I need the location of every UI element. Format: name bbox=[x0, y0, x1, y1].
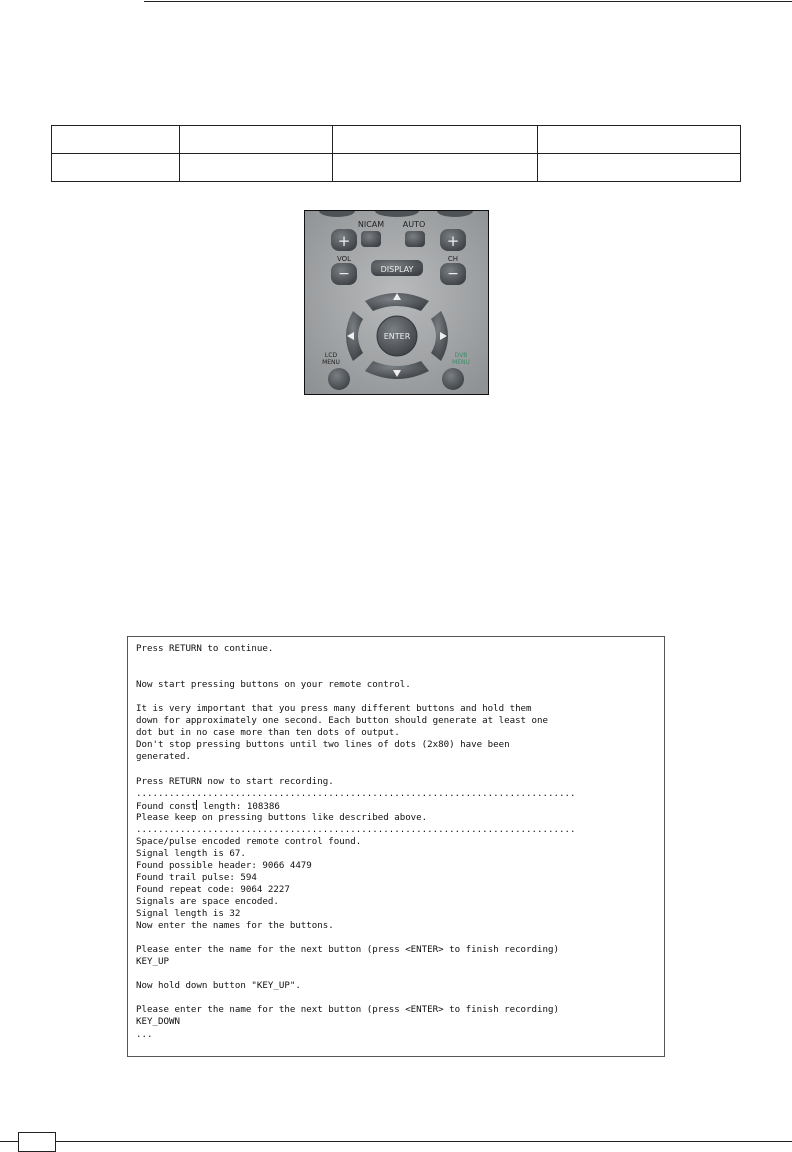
svg-text:ENTER: ENTER bbox=[383, 332, 411, 341]
table-cell bbox=[52, 154, 180, 182]
empty-table bbox=[51, 125, 741, 182]
header-rule bbox=[144, 1, 792, 2]
terminal-line bbox=[136, 968, 664, 980]
table-cell bbox=[180, 126, 333, 154]
terminal-line: Press RETURN to continue. bbox=[136, 644, 274, 654]
table-cell bbox=[333, 154, 538, 182]
dvb-menu-label: DVB bbox=[454, 352, 468, 359]
terminal-line bbox=[136, 667, 664, 679]
terminal-line: dot but in no case more than ten dots of output. bbox=[136, 728, 400, 739]
display-button[interactable] bbox=[371, 260, 423, 276]
svg-text:+: + bbox=[446, 232, 460, 250]
terminal-line: Signals are space encoded. bbox=[136, 896, 279, 907]
terminal-line: Found possible header: 9066 4479 bbox=[136, 860, 312, 871]
terminal-line-with-cursor bbox=[136, 800, 664, 812]
terminal-output-box bbox=[127, 636, 665, 1057]
vol-minus-button[interactable] bbox=[331, 263, 357, 285]
ch-label: CH bbox=[447, 255, 459, 263]
terminal-line: Now hold down button "KEY_UP". bbox=[136, 981, 301, 992]
terminal-line: KEY_DOWN bbox=[136, 1017, 180, 1028]
ch-minus-button[interactable] bbox=[440, 263, 466, 285]
footer-rule bbox=[0, 1141, 792, 1142]
found-const-prefix: Found const bbox=[136, 801, 197, 812]
terminal-line: Signal length is 32 bbox=[136, 909, 241, 920]
terminal-line: Now enter the names for the buttons. bbox=[136, 921, 334, 932]
vol-plus-button[interactable] bbox=[331, 229, 357, 251]
remote-control-photo bbox=[304, 210, 489, 395]
terminal-line bbox=[136, 992, 664, 1004]
terminal-line: Space/pulse encoded remote control found. bbox=[136, 836, 362, 847]
lcd-menu-label-2: MENU bbox=[322, 359, 340, 366]
table-cell bbox=[180, 154, 333, 182]
svg-text:+: + bbox=[337, 232, 351, 250]
svg-text:−: − bbox=[338, 266, 350, 282]
terminal-line: Now start pressing buttons on your remote control. bbox=[136, 680, 411, 691]
enter-button[interactable] bbox=[377, 316, 417, 356]
terminal-line bbox=[136, 655, 664, 667]
lcd-menu-button[interactable] bbox=[328, 368, 350, 390]
ch-plus-button[interactable] bbox=[440, 229, 466, 251]
terminal-line: ................................................................................ bbox=[136, 788, 576, 799]
svg-text:−: − bbox=[447, 266, 459, 282]
svg-text:DISPLAY: DISPLAY bbox=[380, 265, 414, 274]
nicam-button[interactable] bbox=[361, 231, 381, 247]
nicam-label: NICAM bbox=[357, 220, 385, 229]
terminal-line: down for approximately one second. Each button should generate at least one bbox=[136, 716, 549, 727]
terminal-line bbox=[136, 691, 664, 703]
terminal-line: Signal length is 67. bbox=[136, 848, 246, 859]
terminal-line: Please keep on pressing buttons like described above. bbox=[136, 812, 428, 823]
terminal-line: It is very important that you press many different buttons and hold them bbox=[136, 704, 532, 715]
table-cell bbox=[538, 154, 741, 182]
table-row bbox=[52, 126, 741, 154]
terminal-line: ................................................................................ bbox=[136, 824, 576, 835]
lcd-menu-label: LCD bbox=[324, 352, 338, 359]
dvb-menu-button[interactable] bbox=[442, 368, 464, 390]
terminal-line: Please enter the name for the next button (press <ENTER> to finish recording) bbox=[136, 945, 560, 956]
vol-label: VOL bbox=[336, 255, 352, 263]
terminal-output bbox=[136, 643, 664, 1041]
terminal-line: Found trail pulse: 594 bbox=[136, 872, 257, 883]
page-number-box bbox=[18, 1132, 56, 1152]
dvb-menu-label-2: MENU bbox=[452, 359, 470, 366]
terminal-line: generated. bbox=[136, 752, 191, 763]
table-row bbox=[52, 154, 741, 182]
table-cell bbox=[538, 126, 741, 154]
terminal-line: Press RETURN now to start recording. bbox=[136, 776, 334, 787]
terminal-line bbox=[136, 763, 664, 775]
remote-control-illustration bbox=[305, 211, 488, 394]
auto-button[interactable] bbox=[405, 231, 425, 247]
terminal-line: ... bbox=[136, 1029, 153, 1040]
terminal-line: KEY_UP bbox=[136, 957, 169, 968]
terminal-line: Found repeat code: 9064 2227 bbox=[136, 884, 290, 895]
terminal-line: Please enter the name for the next button (press <ENTER> to finish recording) bbox=[136, 1005, 560, 1016]
terminal-line: Don't stop pressing buttons until two lines of dots (2x80) have been bbox=[136, 740, 510, 751]
terminal-line bbox=[136, 932, 664, 944]
table-cell bbox=[52, 126, 180, 154]
auto-label: AUTO bbox=[402, 220, 426, 229]
table-cell bbox=[333, 126, 538, 154]
found-const-suffix: length: 108386 bbox=[197, 801, 280, 812]
